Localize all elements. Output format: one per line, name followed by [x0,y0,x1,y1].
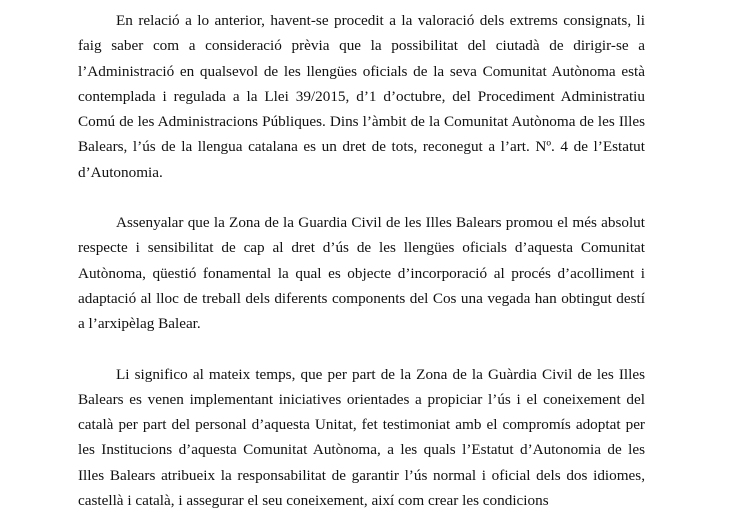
document-paragraph: Li significo al mateix temps, que per part de la Zona de la Guàrdia Civil de les Illes Balears es venen implementant iniciatives orientades a propiciar l’ús i el coneixement del català per part del personal d’aquesta Unitat, fet testimoniat amb el compromís adoptat per les Institucions d’aquesta Comunitat Autònoma, a les quals l’Estatut d’Autonomia de les Illes Balears atribueix la responsabilitat de garantir l’ús normal i oficial dels dos idiomes, castellà i català, i assegurar el seu coneixement, així com crear les condicions [78,365,645,510]
document-paragraph: En relació a lo anterior, havent-se procedit a la valoració dels extrems consignats, li faig saber com a consideració prèvia que la possibilitat del ciutadà de dirigir-se a l’Administració en qualsevol de les llengües oficials de la seva Comunitat Autònoma està contemplada i regulada a la Llei 39/2015, d’1 d’octubre, del Procediment Administratiu Comú de les Administracions Públiques. Dins l’àmbit de la Comunitat Autònoma de les Illes Balears, l’ús de la llengua catalana es un dret de tots, reconegut a l’art. Nº. 4 de l’Estatut d’Autonomia. [78,12,645,181]
document-paragraph: Assenyalar que la Zona de la Guardia Civil de les Illes Balears promou el més absolut respecte i sensibilitat de cap al dret d’ús de les llengües oficials d’aquesta Comunitat Autònoma, qüestió fonamental la qual es objecte d’incorporació al procés d’acolliment i adaptació al lloc de treball dels diferents components del Cos una vegada han obtingut destí a l’arxipèlag Balear. [78,214,645,333]
